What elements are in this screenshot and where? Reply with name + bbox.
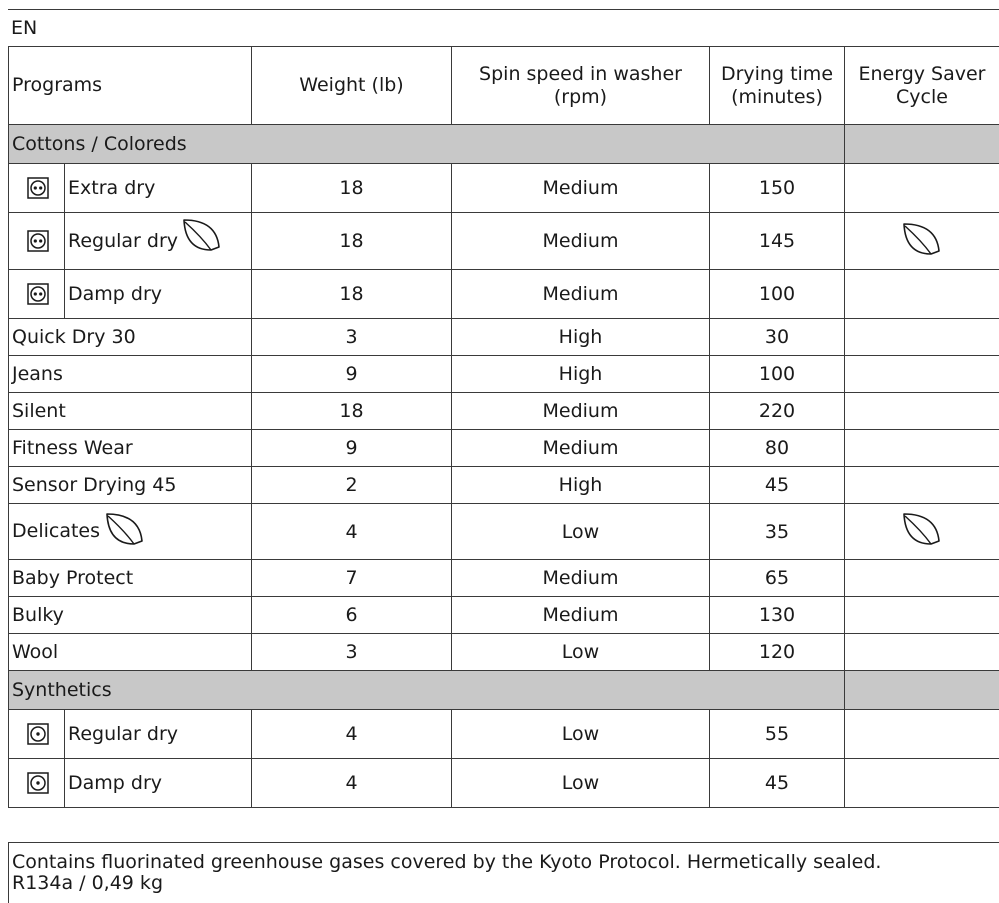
program-name: Baby Protect	[9, 560, 252, 597]
spin-speed-cell: Low	[452, 759, 710, 808]
spin-speed-cell: High	[452, 467, 710, 504]
spin-speed-cell: Medium	[452, 213, 710, 270]
cotton-dry-icon	[12, 270, 65, 318]
drying-time-cell: 150	[710, 164, 845, 213]
weight-cell: 7	[252, 560, 452, 597]
table-header-row	[9, 47, 999, 125]
section-empty-cell	[845, 125, 999, 164]
drying-time-cell: 30	[710, 319, 845, 356]
synthetic-dry-icon	[12, 759, 65, 807]
program-name: Damp dry	[68, 772, 162, 794]
energy-saver-cell	[845, 597, 999, 634]
table-row	[9, 430, 999, 467]
spin-speed-cell: Medium	[452, 164, 710, 213]
spin-speed-cell: High	[452, 319, 710, 356]
table-row	[9, 560, 999, 597]
table-row	[9, 164, 999, 213]
energy-saver-cell	[845, 710, 999, 759]
table-row	[9, 393, 999, 430]
header-energy-saver: Energy Saver Cycle	[845, 47, 999, 125]
header-programs: Programs	[9, 47, 252, 125]
weight-cell: 18	[252, 393, 452, 430]
drying-time-cell: 100	[710, 270, 845, 319]
table-row	[9, 319, 999, 356]
spin-speed-cell: Medium	[452, 560, 710, 597]
language-code: EN	[8, 9, 999, 46]
section-empty-cell	[845, 671, 999, 710]
energy-saver-cell	[845, 356, 999, 393]
spin-speed-cell: Low	[452, 710, 710, 759]
energy-saver-cell	[845, 430, 999, 467]
program-cell	[9, 164, 252, 213]
program-name: Regular dry	[65, 213, 223, 269]
weight-cell: 18	[252, 213, 452, 270]
program-cell	[9, 759, 252, 808]
weight-cell: 2	[252, 467, 452, 504]
program-cell	[9, 710, 252, 759]
program-name: Silent	[9, 393, 252, 430]
drying-time-cell: 145	[710, 213, 845, 270]
table-row	[9, 504, 999, 560]
cotton-dry-icon	[12, 213, 65, 269]
program-name: Wool	[9, 634, 252, 671]
program-name: Bulky	[9, 597, 252, 634]
spin-speed-cell: Low	[452, 504, 710, 560]
energy-saver-cell	[845, 504, 999, 560]
drying-time-cell: 65	[710, 560, 845, 597]
spin-speed-cell: Medium	[452, 270, 710, 319]
energy-saver-cell	[845, 560, 999, 597]
energy-saver-cell	[845, 213, 999, 270]
drying-time-cell: 80	[710, 430, 845, 467]
header-weight: Weight (lb)	[252, 47, 452, 125]
program-name: Fitness Wear	[9, 430, 252, 467]
program-name: Damp dry	[68, 283, 162, 305]
energy-saver-cell	[845, 164, 999, 213]
table-row	[9, 759, 999, 808]
spin-speed-cell: Medium	[452, 430, 710, 467]
weight-cell: 3	[252, 319, 452, 356]
energy-saver-cell	[845, 393, 999, 430]
section-label: Cottons / Coloreds	[9, 125, 845, 164]
energy-saver-cell	[845, 270, 999, 319]
table-row	[9, 634, 999, 671]
table-row	[9, 467, 999, 504]
weight-cell: 4	[252, 504, 452, 560]
weight-cell: 9	[252, 356, 452, 393]
program-cell	[9, 270, 252, 319]
leaf-icon	[901, 221, 943, 262]
spin-speed-cell: Medium	[452, 393, 710, 430]
header-drying-time: Drying time (minutes)	[710, 47, 845, 125]
header-spin-speed: Spin speed in washer (rpm)	[452, 47, 710, 125]
weight-cell: 6	[252, 597, 452, 634]
drying-time-cell: 130	[710, 597, 845, 634]
leaf-icon	[104, 511, 146, 552]
drying-time-cell: 45	[710, 759, 845, 808]
weight-cell: 3	[252, 634, 452, 671]
drying-time-cell: 100	[710, 356, 845, 393]
section-label: Synthetics	[9, 671, 845, 710]
energy-saver-cell	[845, 319, 999, 356]
footnote: Contains fluorinated greenhouse gases covered by the Kyoto Protocol. Hermetically sealed. R134a / 0,49 kg	[8, 842, 999, 903]
weight-cell: 4	[252, 710, 452, 759]
program-name: Sensor Drying 45	[9, 467, 252, 504]
weight-cell: 18	[252, 270, 452, 319]
drying-time-cell: 120	[710, 634, 845, 671]
table-row	[9, 710, 999, 759]
leaf-icon	[181, 217, 223, 258]
table-row	[9, 356, 999, 393]
program-name: Jeans	[9, 356, 252, 393]
table-row	[9, 270, 999, 319]
program-name: Extra dry	[68, 177, 156, 199]
drying-time-cell: 35	[710, 504, 845, 560]
weight-cell: 9	[252, 430, 452, 467]
drying-time-cell: 55	[710, 710, 845, 759]
table-row	[9, 597, 999, 634]
section-row-cottons	[9, 125, 999, 164]
energy-saver-cell	[845, 634, 999, 671]
program-name: Quick Dry 30	[9, 319, 252, 356]
program-cell	[9, 213, 252, 270]
table-row	[9, 213, 999, 270]
drying-time-cell: 45	[710, 467, 845, 504]
weight-cell: 4	[252, 759, 452, 808]
drying-time-cell: 220	[710, 393, 845, 430]
energy-saver-cell	[845, 759, 999, 808]
leaf-icon	[901, 511, 943, 552]
spin-speed-cell: Low	[452, 634, 710, 671]
synthetic-dry-icon	[12, 710, 65, 758]
spin-speed-cell: Medium	[452, 597, 710, 634]
cotton-dry-icon	[12, 164, 65, 212]
program-name: Regular dry	[68, 723, 179, 745]
weight-cell: 18	[252, 164, 452, 213]
energy-saver-cell	[845, 467, 999, 504]
program-table	[8, 46, 999, 808]
section-row-synthetics	[9, 671, 999, 710]
program-name: Delicates	[9, 504, 252, 560]
spin-speed-cell: High	[452, 356, 710, 393]
